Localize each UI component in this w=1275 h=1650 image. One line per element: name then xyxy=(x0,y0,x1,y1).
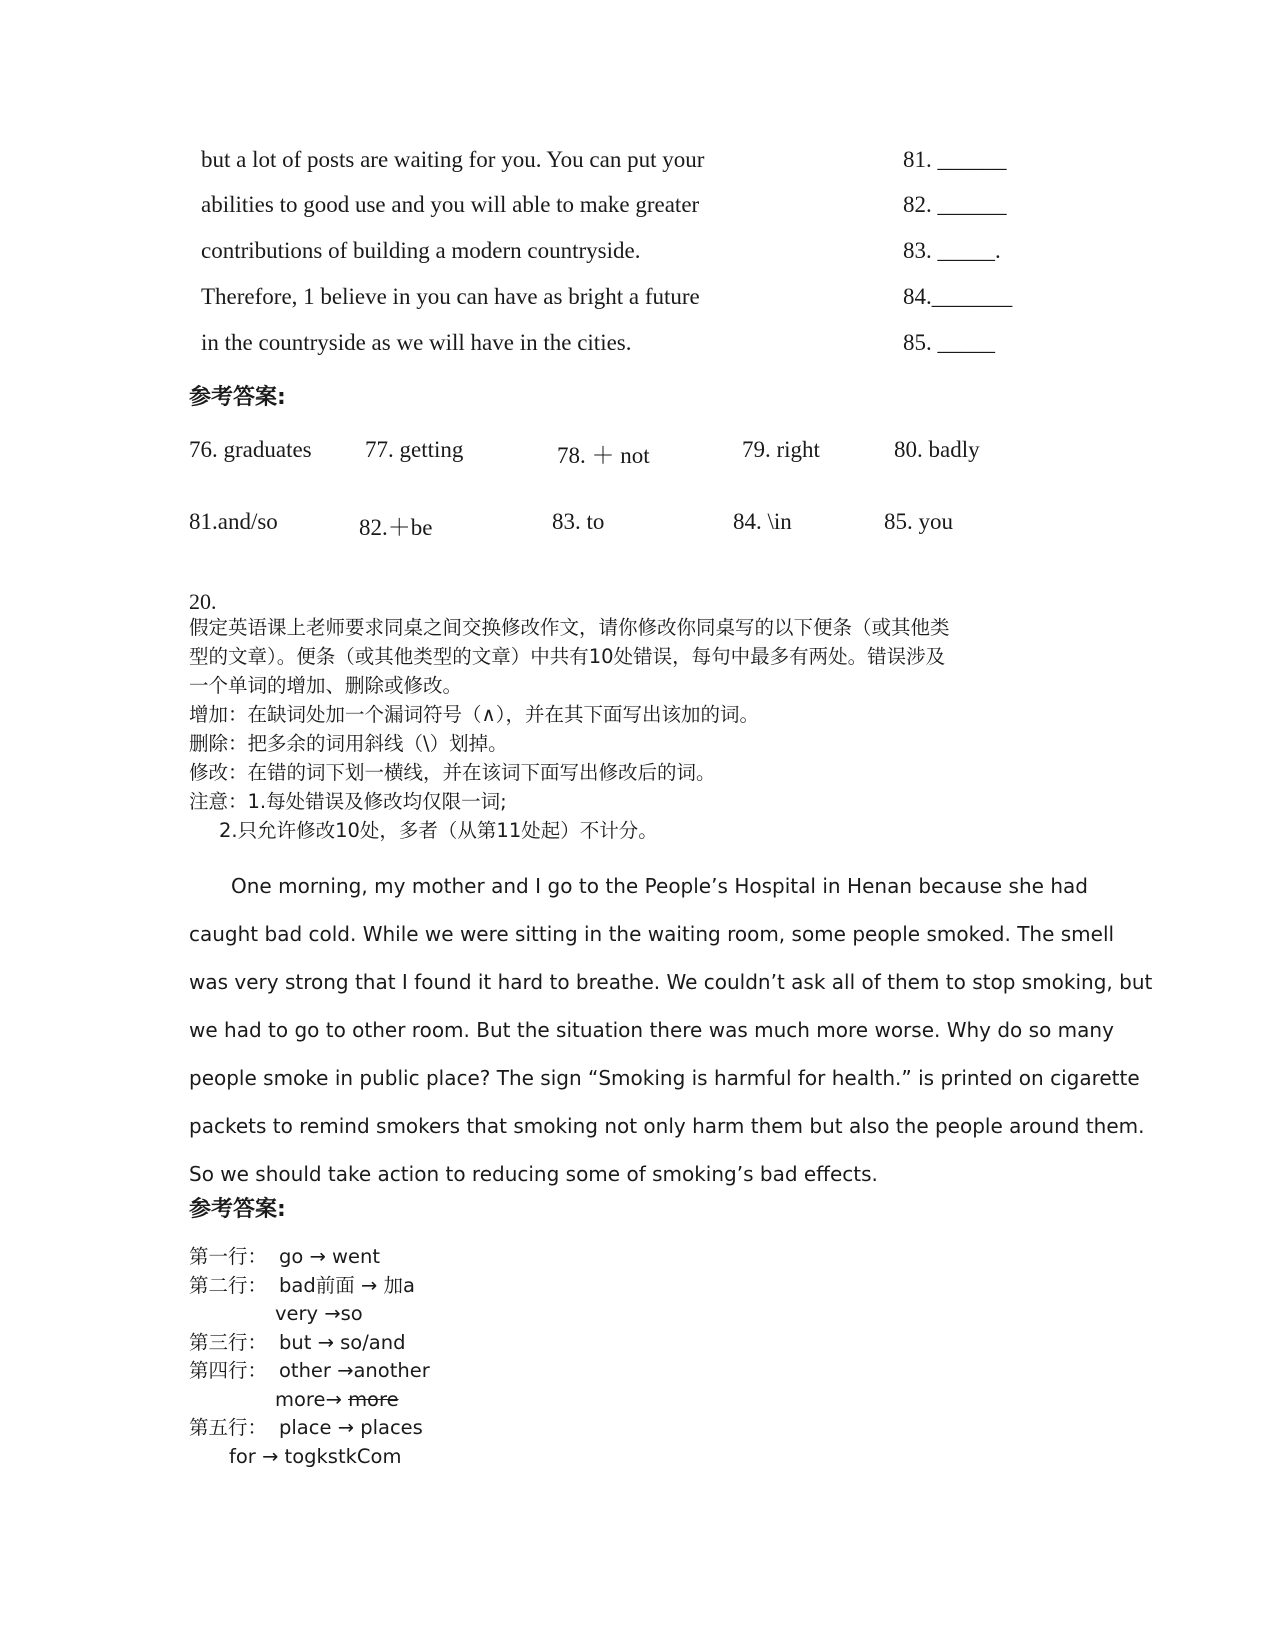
answer-key-row xyxy=(189,1443,430,1472)
answer-key-row xyxy=(189,1329,430,1358)
line-label: 第四行： xyxy=(189,1359,268,1382)
blank-number: 84._______ xyxy=(903,284,1013,309)
instruction-line: 增加：在缺词处加一个漏词符号（∧），并在其下面写出该加的词。 xyxy=(189,703,760,726)
essay-line: One morning, my mother and I go to the People’s Hospital in Henan because she had xyxy=(231,874,1088,898)
instructions xyxy=(189,613,950,845)
answer-key-row xyxy=(189,1386,430,1415)
essay-text xyxy=(189,862,1153,1198)
essay-line: people smoke in public place? The sign “Smoking is harmful for health.” is printed on cigarette xyxy=(189,1066,1140,1090)
answer-heading: 参考答案: xyxy=(189,385,286,410)
answer-item: 81.and/so xyxy=(189,509,278,534)
essay-line: was very strong that I found it hard to breathe. We couldn’t ask all of them to stop smoking, but xyxy=(189,970,1153,994)
essay-line: packets to remind smokers that smoking not only harm them but also the people around them. xyxy=(189,1114,1145,1138)
answer-heading: 参考答案: xyxy=(189,1197,286,1222)
answer-key-row xyxy=(189,1357,430,1386)
answer-key xyxy=(189,1243,430,1471)
struck-word: more xyxy=(348,1387,399,1411)
essay-line: So we should take action to reducing some of smoking’s bad effects. xyxy=(189,1162,878,1186)
answer-key-row xyxy=(189,1272,430,1301)
instruction-line: 2.只允许修改10处，多者（从第11处起）不计分。 xyxy=(219,819,658,842)
passage-line: contributions of building a modern countryside. xyxy=(201,238,641,263)
answer-key-row xyxy=(189,1243,430,1272)
correction: for → togkstkCom xyxy=(229,1444,402,1468)
passage-line: abilities to good use and you will able to make greater xyxy=(201,192,700,217)
question-number: 20. xyxy=(189,589,217,614)
correction: place → places xyxy=(279,1416,423,1439)
answer-key-row xyxy=(189,1414,430,1443)
blank-number: 81. ______ xyxy=(903,147,1007,172)
correction: go → went xyxy=(279,1245,380,1268)
answer-item: 79. right xyxy=(742,437,820,462)
answer-item: 76. graduates xyxy=(189,437,312,462)
line-label: 第二行： xyxy=(189,1273,268,1297)
answer-item: 83. to xyxy=(552,509,605,534)
instruction-line: 修改：在错的词下划一横线，并在该词下面写出修改后的词。 xyxy=(189,761,716,784)
answer-item: 82.＋be xyxy=(359,515,433,540)
instruction-line: 删除：把多余的词用斜线（\）划掉。 xyxy=(189,732,508,755)
correction: very →so xyxy=(275,1302,363,1325)
instruction-line: 一个单词的增加、删除或修改。 xyxy=(189,674,463,697)
blank-number: 85. _____ xyxy=(903,330,995,355)
blank-number: 83. _____. xyxy=(903,238,1001,263)
line-label: 第五行： xyxy=(189,1416,268,1439)
correction: more→ xyxy=(275,1387,349,1411)
answer-item: 84. \in xyxy=(733,509,792,534)
essay-line: we had to go to other room. But the situation there was much more worse. Why do so many xyxy=(189,1018,1114,1042)
instruction-line: 注意：1.每处错误及修改均仅限一词; xyxy=(189,790,507,813)
instruction-line: 假定英语课上老师要求同桌之间交换修改作文，请你修改你同桌写的以下便条（或其他类 xyxy=(189,616,950,639)
answer-item: 78. ＋ not xyxy=(557,443,650,468)
answer-item: 85. you xyxy=(884,509,953,534)
correction: bad前面 → 加a xyxy=(279,1273,415,1297)
instruction-line: 型的文章）。便条（或其他类型的文章）中共有10处错误，每句中最多有两处。错误涉及 xyxy=(189,645,946,668)
line-label: 第三行： xyxy=(189,1330,268,1354)
passage-line: in the countryside as we will have in the cities. xyxy=(201,330,632,355)
line-label: 第一行： xyxy=(189,1245,268,1268)
answer-key-row xyxy=(189,1300,430,1329)
blank-number: 82. ______ xyxy=(903,192,1007,217)
essay-line: caught bad cold. While we were sitting in the waiting room, some people smoked. The smell xyxy=(189,922,1115,946)
correction: but → so/and xyxy=(279,1330,406,1354)
answer-item: 77. getting xyxy=(365,437,464,462)
correction: other →another xyxy=(279,1359,430,1382)
answer-item: 80. badly xyxy=(894,437,980,462)
passage-line: but a lot of posts are waiting for you. You can put your xyxy=(201,147,705,172)
passage-line: Therefore, 1 believe in you can have as bright a future xyxy=(201,284,700,309)
